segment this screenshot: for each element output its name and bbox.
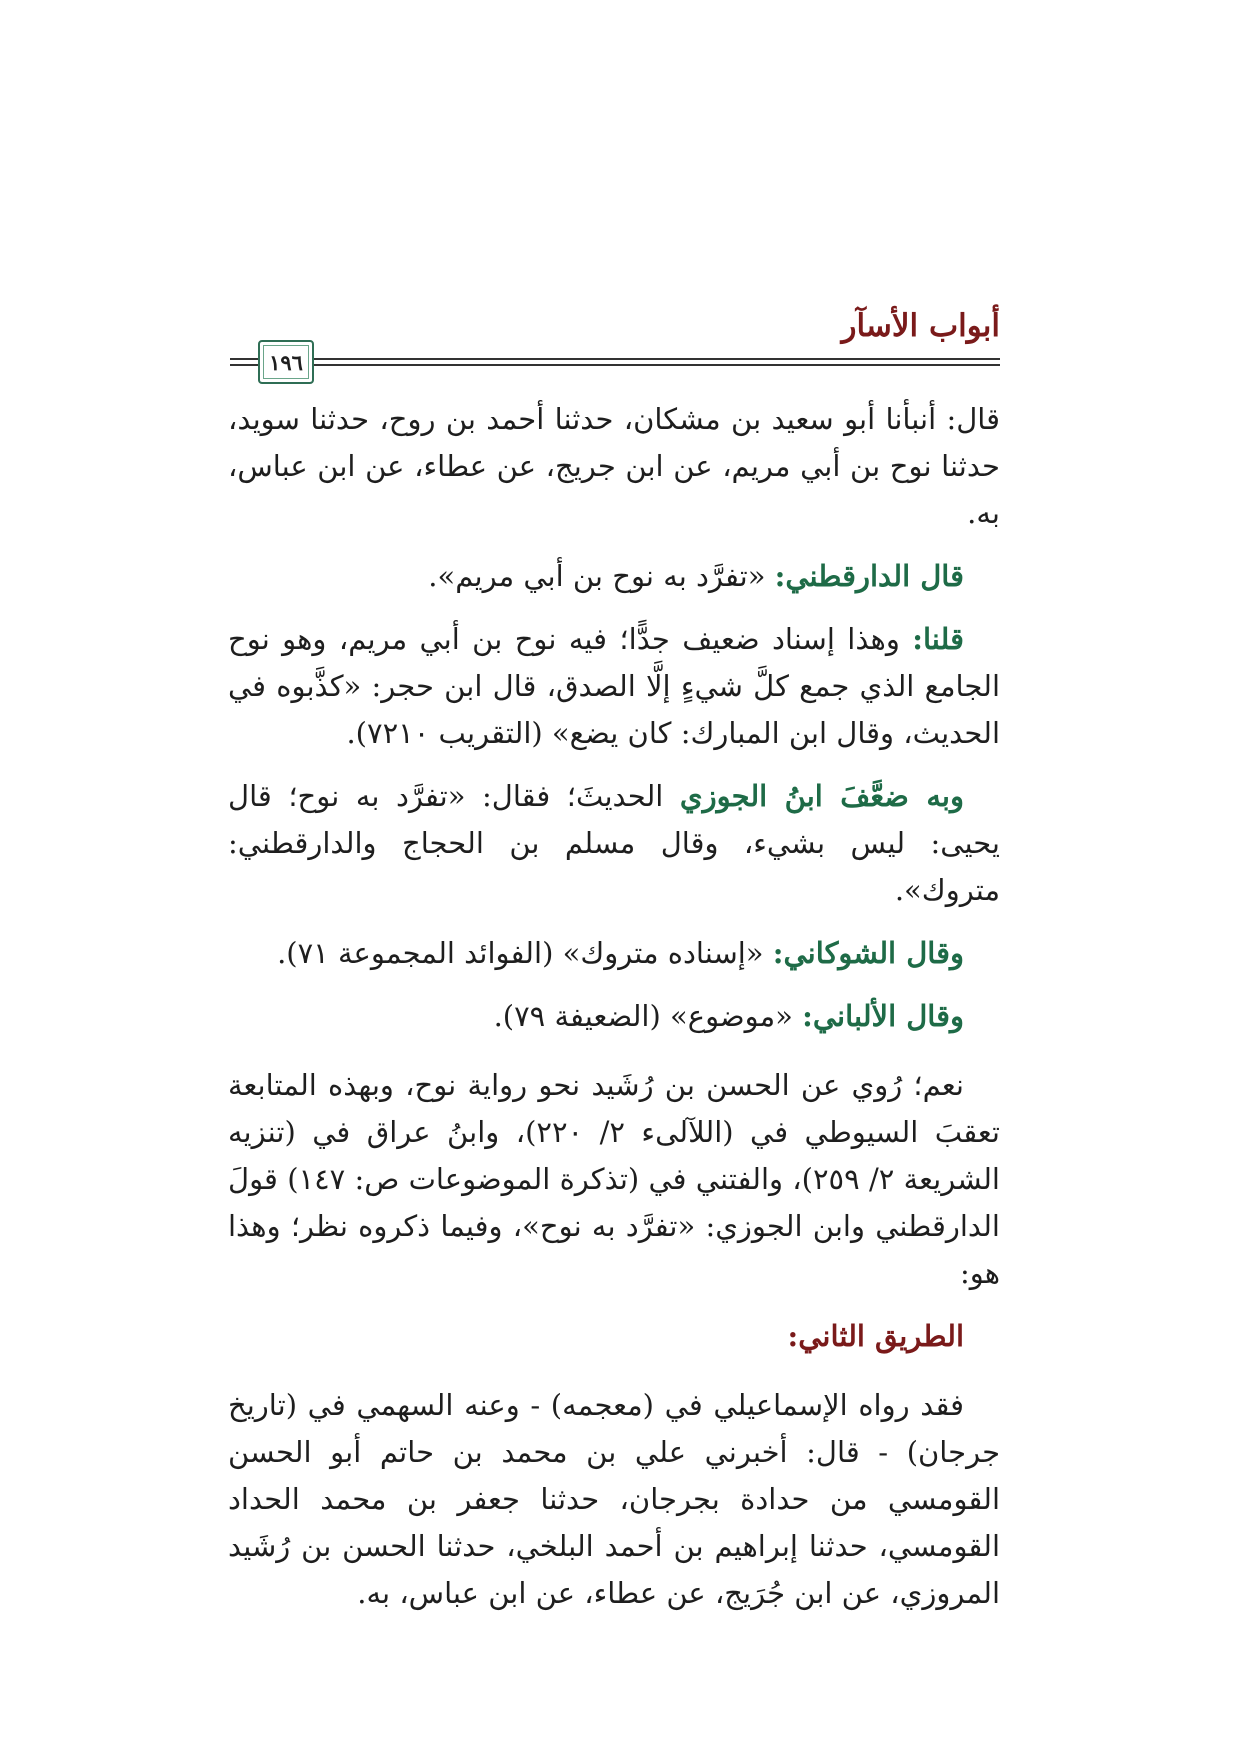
paragraph-ibn-jawzi (228, 773, 1000, 914)
paragraph-text: الحديثَ؛ فقال: «تفرَّد به نوح؛ قال يحيى: ليس بشيء، وقال مسلم بن الحجاج والدارقطني: متروك». (228, 779, 1000, 907)
paragraph-mutabaa (228, 1062, 1000, 1297)
speaker-label: وبه ضعَّفَ ابنُ الجوزي (679, 779, 964, 813)
speaker-label: قلنا: (912, 622, 964, 656)
paragraph-text: «إسناده متروك» (الفوائد المجموعة ٧١). (277, 936, 773, 970)
paragraph-shawkani (228, 930, 1000, 977)
speaker-label: قال الدارقطني: (774, 559, 964, 593)
paragraph-text: قال: أنبأنا أبو سعيد بن مشكان، حدثنا أحمد بن روح، حدثنا سويد، حدثنا نوح بن أبي مريم، عن ابن جريج، عن عطاء، عن ابن عباس، به. (228, 402, 1000, 530)
speaker-label: وقال الألباني: (802, 999, 964, 1033)
paragraph-text: نعم؛ رُوي عن الحسن بن رُشَيد نحو رواية نوح، وبهذه المتابعة تعقبَ السيوطي في (اللآلىء ٢/ ٢٢٠)، وابنُ عراق في (تنزيه الشريعة ٢/ ٢٥٩)، والفتني في (تذكرة الموضوعات ص: ١٤٧) قولَ الدارقطني وابن الجوزي: «تفرَّد به نوح»، وفيما ذكروه نظر؛ وهذا هو: (228, 1068, 1000, 1290)
paragraph-text: «موضوع» (الضعيفة ٧٩). (493, 999, 803, 1033)
paragraph-second-route (228, 1382, 1000, 1617)
header-rule (288, 364, 1000, 366)
paragraph-daraqutni (228, 553, 1000, 600)
paragraph-text: وهذا إسناد ضعيف جدًّا؛ فيه نوح بن أبي مريم، وهو نوح الجامع الذي جمع كلَّ شيءٍ إلَّا الصدق، قال ابن حجر: «كذَّبوه في الحديث، وقال ابن المبارك: كان يضع» (التقريب ٧٢١٠). (228, 622, 1000, 750)
page-body (228, 396, 1000, 1633)
header-rule (288, 358, 1000, 360)
paragraph-commentary (228, 616, 1000, 757)
header-rule-short (230, 358, 260, 360)
page-number: ١٩٦ (269, 349, 303, 375)
section-heading: الطريق الثاني: (787, 1319, 964, 1353)
paragraph-albani (228, 993, 1000, 1040)
paragraph-text: فقد رواه الإسماعيلي في (معجمه) - وعنه السهمي في (تاريخ جرجان) - قال: أخبرني علي بن محمد بن حاتم أبو الحسن القومسي من حدادة بجرجان، حدثنا جعفر بن محمد الحداد القومسي، حدثنا إبراهيم بن أحمد البلخي، حدثنا الحسن بن رُشَيد المروزي، عن ابن جُرَيج، عن عطاء، عن ابن عباس، به. (228, 1388, 1000, 1610)
speaker-label: وقال الشوكاني: (772, 936, 964, 970)
paragraph-chain (228, 396, 1000, 537)
book-title: أبواب الأسآر (841, 308, 1000, 344)
header-rule-short (230, 364, 260, 366)
page-header (230, 300, 1000, 390)
page-number-badge (258, 340, 314, 384)
paragraph-text: «تفرَّد به نوح بن أبي مريم». (428, 559, 775, 593)
section-heading-row (228, 1313, 1000, 1360)
